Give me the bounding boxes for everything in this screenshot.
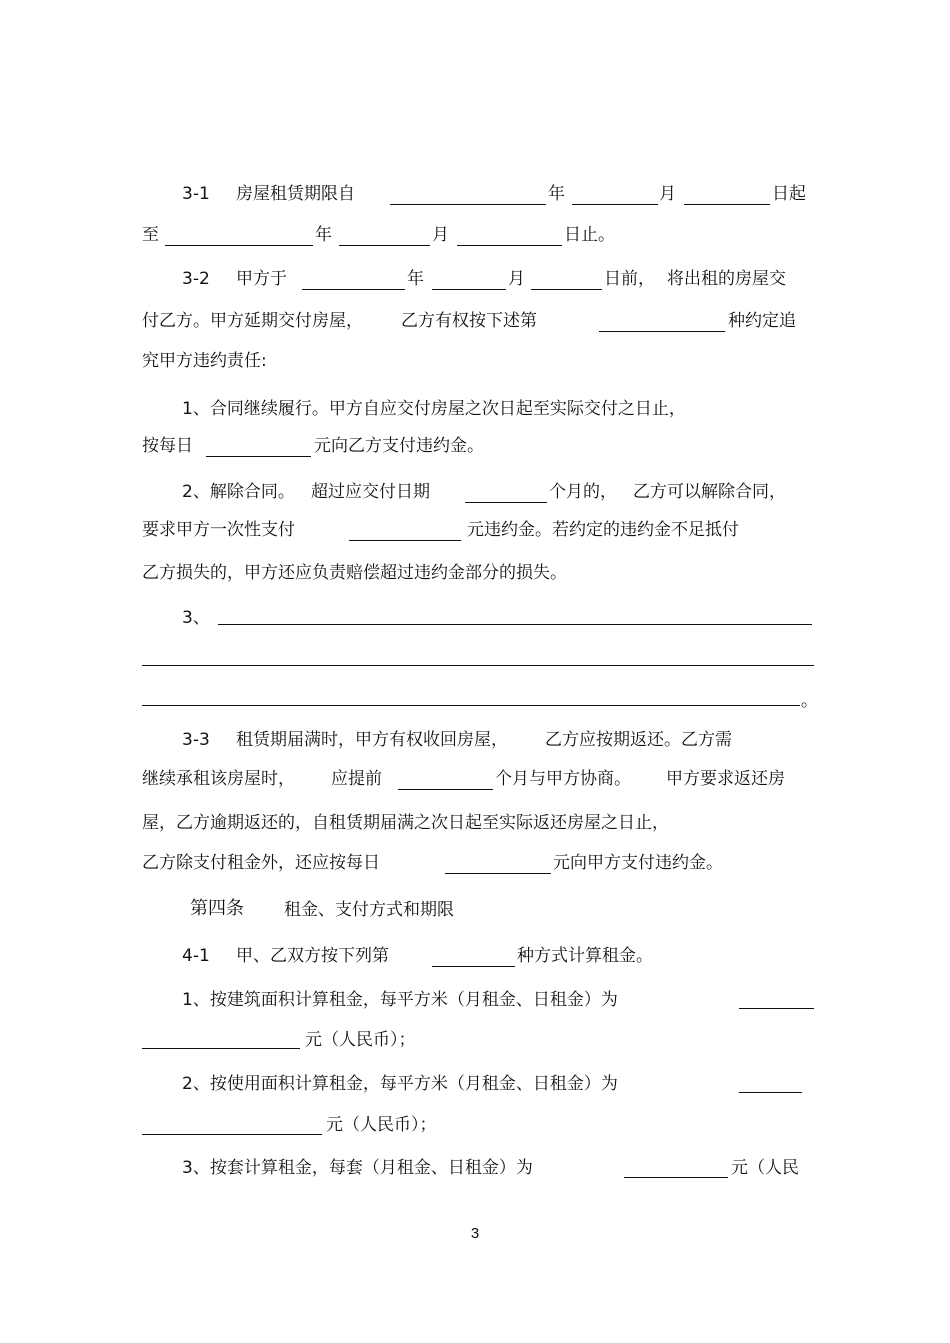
clause-text: 乙方除支付租金外，还应按每日 [142,853,380,873]
clause-number: 4-1 [182,946,210,966]
page-number: 3 [470,1225,480,1242]
option-2-text: 乙方损失的，甲方还应负责赔偿超过违约金部分的损失。 [142,563,567,583]
option-2-text: 超过应交付日期 [311,482,430,502]
clause-text: 乙方有权按下述第 [401,311,537,331]
clause-text: 继续承租该房屋时， [142,769,295,789]
blank-rent-method[interactable] [432,966,515,967]
clause-text: 种方式计算租金。 [517,946,653,966]
blank-start-day[interactable] [684,204,770,205]
text-month: 月 [432,225,449,245]
clause-text: 甲、乙双方按下列第 [236,946,389,966]
blank-delivery-month[interactable] [432,289,506,290]
method-1-text: 元（人民币）； [305,1030,416,1050]
method-3-text: 3、按套计算租金，每套（月租金、日租金）为 [182,1158,533,1178]
blank-method-1-a[interactable] [739,1008,814,1009]
option-3-end: 。 [801,691,818,711]
clause-text: 种约定追 [728,311,796,331]
clause-text: 甲方要求返还房 [666,769,785,789]
method-3-text: 元（人民 [731,1158,799,1178]
blank-option-3-line-2[interactable] [142,665,814,666]
clause-text: 租赁期届满时，甲方有权收回房屋， [236,730,508,750]
clause-text: 应提前 [331,769,382,789]
blank-option-3-line-3[interactable] [142,705,800,706]
clause-number: 3-1 [182,184,210,204]
method-2-text: 2、按使用面积计算租金，每平方米（月租金、日租金）为 [182,1074,618,1094]
clause-text: 屋，乙方逾期返还的，自租赁期届满之次日起至实际返还房屋之日止， [142,813,669,833]
blank-start-month[interactable] [572,204,658,205]
text-year: 年 [315,225,332,245]
option-1-text: 1、合同继续履行。甲方自应交付房屋之次日起至实际交付之日止， [182,399,686,419]
article-title: 第四条 [190,898,244,919]
option-2-text: 乙方可以解除合同， [633,482,786,502]
text-year: 年 [407,269,424,289]
blank-method-1-b[interactable] [142,1048,300,1049]
blank-method-2-b[interactable] [142,1134,322,1135]
clause-number: 3-2 [182,269,210,289]
text-day: 日止。 [564,225,615,245]
option-2-text: 个月的， [549,482,617,502]
clause-text: 元向甲方支付违约金。 [553,853,723,873]
clause-text: 个月与甲方协商。 [495,769,631,789]
clause-text: 究甲方违约责任: [142,351,267,371]
blank-end-day[interactable] [457,245,562,246]
article-subtitle: 租金、支付方式和期限 [284,900,454,920]
clause-text: 乙方应按期返还。乙方需 [545,730,732,750]
option-2-text: 要求甲方一次性支付 [142,520,295,540]
option-1-text: 元向乙方支付违约金。 [314,436,484,456]
clause-text: 甲方于 [236,269,287,289]
blank-option-3-line-1[interactable] [218,624,812,625]
text-to: 至 [142,225,159,245]
option-1-text: 按每日 [142,436,193,456]
blank-option-number[interactable] [599,331,725,332]
blank-start-year[interactable] [390,204,546,205]
clause-text: 房屋租赁期限自 [236,184,355,204]
method-1-text: 1、按建筑面积计算租金，每平方米（月租金、日租金）为 [182,990,618,1010]
blank-overdue-daily-penalty[interactable] [445,873,551,874]
blank-lump-sum-penalty[interactable] [349,540,461,541]
clause-text: 付乙方。甲方延期交付房屋， [142,311,363,331]
option-2-text: 元违约金。若约定的违约金不足抵付 [467,520,739,540]
clause-text: 将出租的房屋交 [667,269,786,289]
blank-notice-months[interactable] [398,789,493,790]
text-month: 月 [659,184,676,204]
option-3-text: 3、 [182,608,210,628]
blank-months-overdue[interactable] [465,502,547,503]
blank-method-2-a[interactable] [739,1092,802,1093]
blank-method-3[interactable] [624,1177,728,1178]
blank-daily-penalty[interactable] [206,456,311,457]
blank-delivery-year[interactable] [302,289,405,290]
text-year: 年 [548,184,565,204]
blank-end-month[interactable] [339,245,430,246]
blank-delivery-day[interactable] [531,289,602,290]
text-month: 月 [508,269,525,289]
blank-end-year[interactable] [165,245,313,246]
option-2-text: 2、解除合同。 [182,482,295,502]
method-2-text: 元（人民币）； [326,1115,437,1135]
text-day: 日起 [772,184,806,204]
clause-number: 3-3 [182,730,210,750]
text-day: 日前， [604,269,655,289]
